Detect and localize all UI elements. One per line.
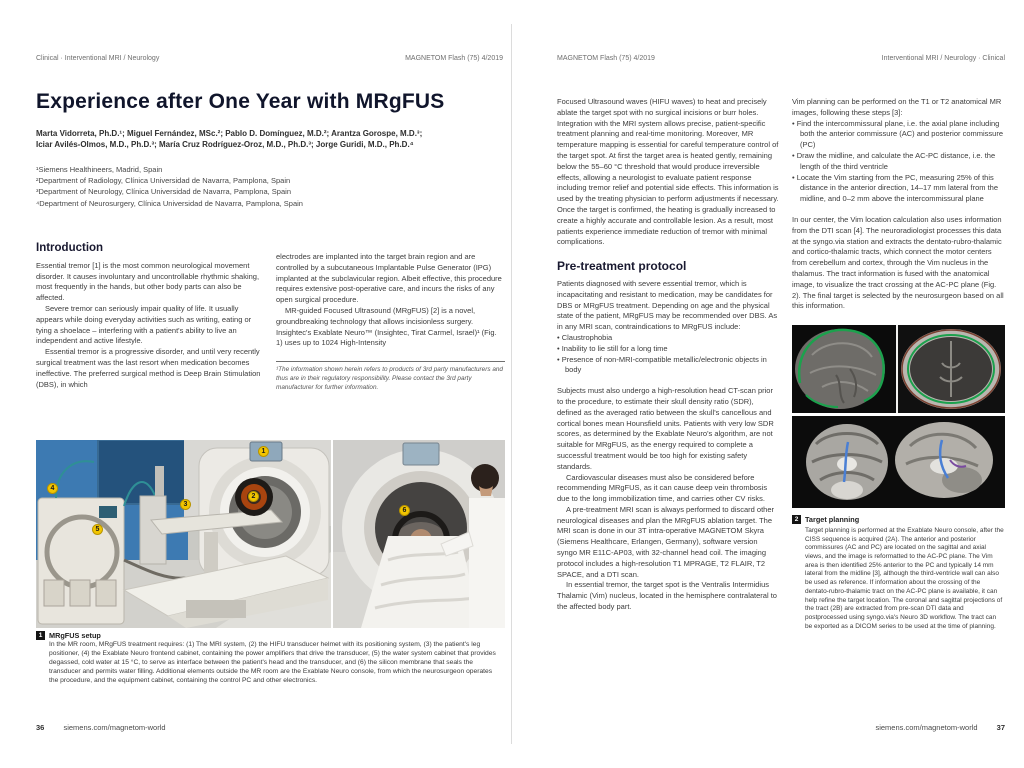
figure-marker-6: 6 bbox=[399, 505, 410, 516]
intro-paragraph-1: Essential tremor [1] is the most common neurological movement disorder. It causes involuntary and uncontrollable rhythmic shaking, most frequently in the hands, but other body parts can also be affected. bbox=[36, 260, 260, 303]
figure2-caption-text: Target planning is performed at the Exablate Neuro console, after the CISS sequence is acquired (2A). The anterior and posterior commissures (AC and PC) are located on the sagittal and axial views, and the image is reformatted to the AC-PC plane. The Vim area is then identified 25% anterior to the PC and typically 14 mm lateral from the midline [3], although the third-ventricle wall can also be used as reference. If information about the crossing of the dentato-rubro-thalamic tract on the AC-PC plane is available, it can help refine the target location. The coronal and sagittal projections of the tract (2B) are extracted from pre-scan DTI data and postprocessed using syngo.via's Neuro 3D workflow. The tract can be exported as a DICOM series to be used at the time of planning. bbox=[805, 526, 1004, 630]
figure1-caption bbox=[36, 631, 503, 686]
pretreatment-paragraph-5: In essential tremor, the target spot is the Ventralis Intermidius Thalamic (Vim) nucleus, located in the hemisphere contralateral to the affected body part. bbox=[557, 580, 777, 612]
page-number-37: 37 bbox=[996, 723, 1005, 732]
third-party-footnote: ¹The information shown herein refers to products of 3rd party manufacturers and thus are in their regulatory responsibility. Please contact the 3rd party manufacturer for further information. bbox=[276, 366, 503, 391]
pretreatment-paragraph-1: Patients diagnosed with severe essential tremor, which is incapacitating and resistant to medication, may be candidates for DBS or MRgFUS treatment. Depending on age and the physical state of the patient, MRgFUS may be recommended over DBS. As in any MRI scan, contraindications to MRgFUS include: bbox=[557, 278, 778, 332]
body-column-2 bbox=[792, 97, 1005, 630]
intro-paragraph-2: Severe tremor can seriously impair quality of life. It usually appears while doing everyday activities such as writing, eating or tying a shoelace – interfering with a patient's ability to live an independent and active lifestyle. bbox=[36, 303, 252, 346]
vim-step-bullet-1: • Find the intercommissural plane, i.e. the axial plane including both the anterior commissure (AC) and posterior commissure (PC) bbox=[792, 119, 1005, 151]
figure-marker-1: 1 bbox=[258, 446, 269, 457]
affiliation-3: ³Department of Neurology, Clínica Universidad de Navarra, Pamplona, Spain bbox=[36, 187, 291, 197]
figure1-caption-title: MRgFUS setup bbox=[49, 631, 101, 640]
pretreatment-heading: Pre-treatment protocol bbox=[557, 259, 687, 274]
authors-line-2: Iciar Avilés-Olmos, M.D., Ph.D.³; María Cruz Rodríguez-Oroz, M.D., Ph.D.³; Jorge Guridi, M.D., Ph.D.⁴ bbox=[36, 139, 414, 149]
contraindication-bullet-3: • Presence of non-MRI-compatible metallic/electronic objects in body bbox=[557, 355, 779, 377]
intro-heading: Introduction bbox=[36, 242, 104, 254]
figure1-photo bbox=[36, 440, 505, 628]
figure2-caption-title: Target planning bbox=[805, 515, 860, 525]
header-section-label: Clinical · Interventional MRI / Neurology bbox=[36, 55, 160, 62]
figure-marker-3: 3 bbox=[180, 499, 191, 510]
figure2-caption bbox=[792, 515, 1005, 631]
figure-marker-4: 4 bbox=[47, 483, 58, 494]
figure2-images bbox=[792, 325, 1005, 630]
figure-marker-2: 2 bbox=[248, 491, 259, 502]
affiliation-1: ¹Siemens Healthineers, Madrid, Spain bbox=[36, 165, 163, 174]
body-paragraph-mrgfus: MR-guided Focused Ultrasound (MRgFUS) [2] is a novel, groundbreaking technology that allows incisionless surgery. Insightec's Exablate Neuro™ (Insightec, Tirat Carmel, Israel)¹ (Fig. 1) uses up to 1024 High-Intensity bbox=[276, 305, 497, 348]
vim-step-bullet-3: • Locate the Vim starting from the PC, measuring 25% of this distance in the anterior direction, 14–17 mm lateral from the midline, and 0–2 mm above the intercommissural plane bbox=[792, 173, 1005, 205]
authors-block bbox=[36, 129, 503, 150]
intro-column bbox=[36, 243, 265, 393]
page-left-footer bbox=[36, 723, 166, 732]
vim-step-bullet-2: • Draw the midline, and calculate the AC-PC distance, i.e. the length of the third ventricle bbox=[792, 151, 1005, 173]
figure1-number-badge: 1 bbox=[36, 631, 45, 640]
body-paragraph-electrodes: electrodes are implanted into the target brain region and are controlled by a subcutaneous Implantable Pulse Generator (IPG) implanted at the subclavicular region. Albeit effective, this procedure requires extensive post-operative care, and incurs the risks of any open surgical procedure. bbox=[276, 252, 502, 305]
contraindication-bullet-1: • Claustrophobia bbox=[557, 333, 779, 344]
figure-marker-5: 5 bbox=[92, 524, 103, 535]
patient-in-scanner-photo bbox=[333, 440, 505, 628]
left-page-columns bbox=[36, 243, 505, 393]
article-title: Experience after One Year with MRgFUS bbox=[36, 90, 445, 113]
intro-column-continued bbox=[276, 243, 505, 393]
body-paragraph-hifu: Focused Ultrasound waves (HIFU waves) to heat and precisely ablate the target spot with no surgical incisions or burr holes. Integration with the MRI system allows precise, patient-specific treatment planning and real-time monitoring. Moreover, MR temperature mapping is essential for careful temperature control of the target spot. At first the target area is heated gently, remaining below the 55–60 °C threshold that would produce irreversible effects, allowing a neurologist to evaluate patient response including tremor relief and potential side effects. This information is used by the treating physician to perform adjustments if necessary. Once the target is confirmed, the heating is gradually increased to create a highly accurate and controllable lesion. As a result, most patients experience immediate reduction of tremor with minimal complications. bbox=[557, 97, 779, 247]
page-right-footer bbox=[875, 723, 1005, 732]
vim-planning-paragraph: Vim planning can be performed on the T1 or T2 anatomical MR images, following these steps [3]: bbox=[792, 97, 1002, 117]
page-left-header bbox=[36, 55, 503, 62]
figure2-number-badge: 2 bbox=[792, 515, 801, 524]
pretreatment-paragraph-4: A pre-treatment MRI scan is always performed to discard other neurological diseases and plan the MRgFUS ablation target. The MRI scan is done in our 3T intra-operative MAGNETOM Skyra (Siemens Healthcare, Erlangen, Germany), software version syngo MR E11C-AP03, with 32-channel head coil. The imaging protocol includes a high-resolution T1 MPRAGE, T2 FLAIR, T2 SPACE, and a DTI scan. bbox=[557, 504, 775, 579]
page-number-36: 36 bbox=[36, 723, 45, 732]
contraindication-bullet-2: • Inability to lie still for a long time bbox=[557, 344, 779, 355]
brain-mri-2b bbox=[792, 416, 1005, 508]
authors-line-1: Marta Vidorreta, Ph.D.¹; Miguel Fernández, MSc.²; Pablo D. Domínguez, M.D.²; Arantza Gorospe, M.D.³; bbox=[36, 129, 423, 138]
header-journal-label: MAGNETOM Flash (75) 4/2019 bbox=[557, 55, 655, 62]
page-right-header bbox=[557, 55, 1005, 62]
pretreatment-paragraph-2: Subjects must also undergo a high-resolution head CT-scan prior to the procedure, to estimate their skull density ratio (SDR), defined as the averaged ratio between the skull's cancellous and cortical bones mean Hounsfield units. Patients with very low SDR scores, as determined by the Exablate Neuro's algorithm, are not suitable for MRgFUS, as the energy required to complete a successful treatment would be too high for existing safety standards. bbox=[557, 386, 774, 471]
figure1-caption-text: In the MR room, MRgFUS treatment requires: (1) The MRI system, (2) the HIFU transducer helmet with its positioning system, (3) the patient's leg positioner, (4) the Exablate Neuro frontend cabinet, containing the power amplifiers that drive the transducer, (5) the water system cabinet that provides degassed, cold water at 15 °C, to serve as interface between the patient's head and the transducer, and (6) the silicon membrane that seals the transducer and permits water filling. Additional elements outside the MR room are the Exablate Neuro console, from which the neurosurgeon operates the procedure, and the equipment cabinet, containing the control PC and other electronics. bbox=[49, 641, 496, 684]
affiliation-2: ²Department of Radiology, Clínica Universidad de Navarra, Pamplona, Spain bbox=[36, 176, 291, 186]
header-section-label: Interventional MRI / Neurology · Clinical bbox=[881, 55, 1005, 62]
right-page-columns bbox=[557, 97, 1005, 630]
magnetom-world-url: siemens.com/magnetom-world bbox=[63, 723, 166, 732]
body-column-1 bbox=[557, 97, 779, 613]
pretreatment-paragraph-3: Cardiovascular diseases must also be considered before recommending MRgFUS, as it can cause deep vein thrombosis due to the long immobilization time, and carries other CV risks. bbox=[557, 472, 768, 504]
page-left bbox=[0, 0, 511, 768]
intro-paragraph-3: Essential tremor is a progressive disorder, and until very recently surgical treatment was the last resort when medication becomes ineffective. The preferred surgical method is Deep Brain Stimulation (DBS), in which bbox=[36, 347, 261, 389]
magnetom-world-url: siemens.com/magnetom-world bbox=[875, 723, 978, 732]
header-journal-label: MAGNETOM Flash (75) 4/2019 bbox=[405, 55, 503, 62]
footnote-rule bbox=[276, 361, 505, 362]
affiliations-block bbox=[36, 164, 503, 209]
dti-paragraph: In our center, the Vim location calculation also uses information from the DTI scan [4]. The neuroradiologist processes this data at the syngo.via station and extracts the dentato-rubro-thalamic and cortico-thalamic tracts, which connect the motor centers from cerebellum and cortex, through the Vim nucleus in the thalamus. The tract information is fused with the anatomical image, to visualize the tract crossing at the AC-PC plane (Fig. 2). The final target is selected by the neurosurgeon based on all this information. bbox=[792, 214, 1004, 311]
affiliation-4: ⁴Department of Neurosurgery, Clínica Universidad de Navarra, Pamplona, Spain bbox=[36, 198, 303, 208]
brain-mri-2a bbox=[792, 325, 1005, 413]
page-right bbox=[512, 0, 1024, 768]
mr-room-photo bbox=[36, 440, 331, 628]
